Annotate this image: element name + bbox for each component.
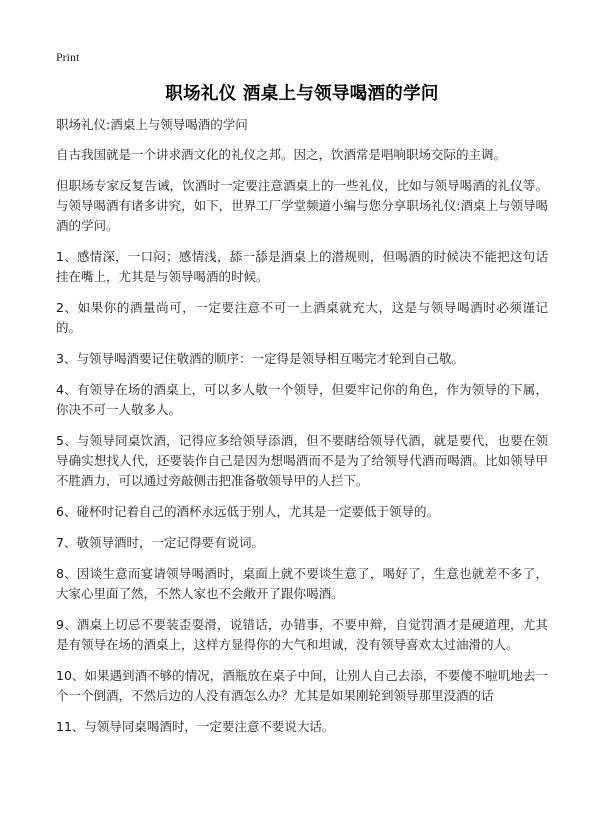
tip-item-10: 10、如果遇到酒不够的情况，酒瓶放在桌子中间，让别人自己去添，不要傻不啦叽地去一个一个倒酒，不然后边的人没有酒怎么办？尤其是如果刚轮到领导那里没酒的话 [56,668,548,703]
article-subtitle: 职场礼仪:酒桌上与领导喝酒的学问 [56,117,248,132]
tip-item-7: 7、敬领导酒时，一定记得要有说词。 [56,535,264,550]
tip-item-6: 6、碰杯时记着自己的酒杯永远低于别人，尤其是一定要低于领导的。 [56,504,439,519]
tip-item-8: 8、因谈生意而宴请领导喝酒时，桌面上就不要谈生意了，喝好了，生意也就差不多了，大家心里面了然，不然人家也不会敞开了跟你喝酒。 [56,566,548,601]
article-body [56,115,548,737]
tip-item-2: 2、如果你的酒量尚可，一定要注意不可一上酒桌就充大，这是与领导喝酒时必须谨记的。 [56,300,548,335]
tip-item-9: 9、酒桌上切忌不要装歪耍滑，说错话，办错事，不要申辩，自觉罚酒才是硬道理，尤其是有领导在场的酒桌上，这样方显得你的大气和坦诚，没有领导喜欢太过油滑的人。 [56,617,548,652]
print-link[interactable]: Print [56,50,80,64]
tip-item-1: 1、感情深，一口闷；感情浅，舔一舔是酒桌上的潜规则，但喝酒的时候决不能把这句话挂在嘴上，尤其是与领导喝酒的时候。 [56,249,548,284]
intro-paragraph-2: 但职场专家反复告诫，饮酒时一定要注意酒桌上的一些礼仪，比如与领导喝酒的礼仪等。与领导喝酒有诸多讲究，如下，世界工厂学堂频道小编与您分享职场礼仪:酒桌上与领导喝酒的学问。 [56,178,548,233]
tip-item-4: 4、有领导在场的酒桌上，可以多人敬一个领导，但要牢记你的角色，作为领导的下属，你决不可一人敬多人。 [56,382,548,417]
tip-item-3: 3、与领导喝酒要记住敬酒的顺序：一定得是领导相互喝完才轮到自己敬。 [56,351,464,366]
intro-paragraph-1: 自古我国就是一个讲求酒文化的礼仪之邦。因之，饮酒常是唱响职场交际的主调。 [56,147,507,162]
article-title: 职场礼仪 酒桌上与领导喝酒的学问 [165,84,439,104]
tip-item-5: 5、与领导同桌饮酒，记得应多给领导添酒，但不要瞎给领导代酒，就是要代，也要在领导确实想找人代，还要装作自己是因为想喝酒而不是为了给领导代酒而喝酒。比如领导甲不胜酒力，可以通过旁敲侧击把准备敬领导甲的人拦下。 [56,433,548,488]
tip-item-11: 11、与领导同桌喝酒时，一定要注意不要说大话。 [56,719,335,734]
